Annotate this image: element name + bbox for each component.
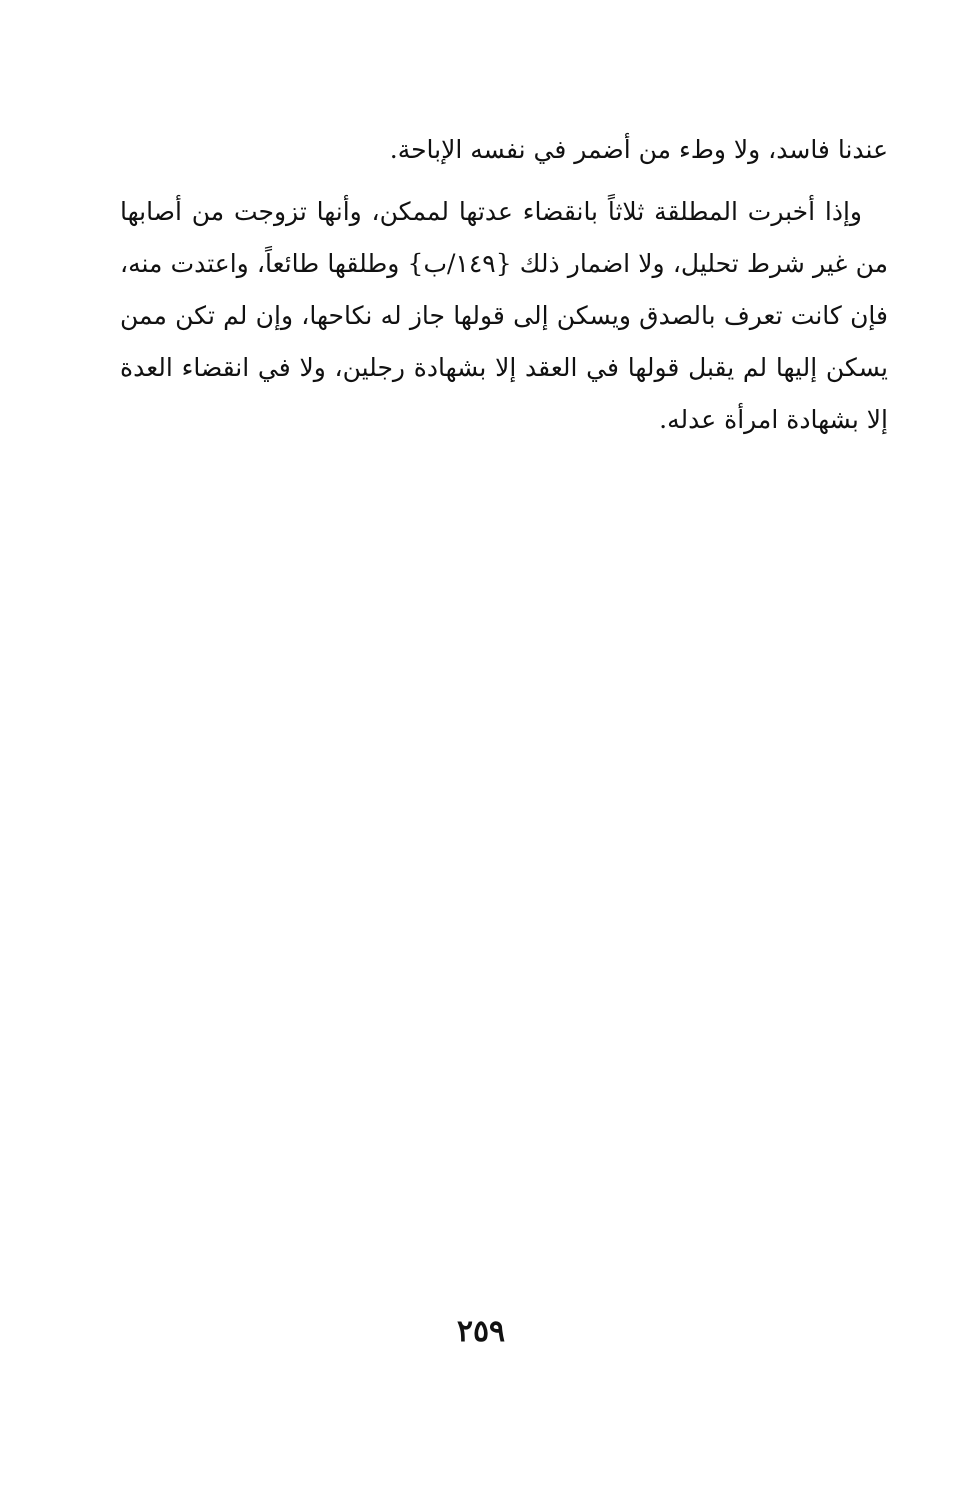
paragraph-1: عندنا فاسد، ولا وطء من أضمر في نفسه الإباحة. [389,135,888,164]
body-text [120,124,888,456]
paragraph-2: وإذا أخبرت المطلقة ثلاثاً بانقضاء عدتها لممكن، وأنها تزوجت من أصابها من غير شرط تحليل، ولا اضمار ذلك {١٤٩/ب} وطلقها طائعاً، واعتدت منه، فإن كانت تعرف بالصدق ويسكن إلى قولها جاز له نكاحها، وإن لم تكن ممن يسكن إليها لم يقبل قولها في العقد إلا بشهادة رجلين، ولا في انقضاء العدة إلا بشهادة امرأة عدله. [120,197,888,434]
page-number: ٢٥٩ [456,1314,506,1349]
